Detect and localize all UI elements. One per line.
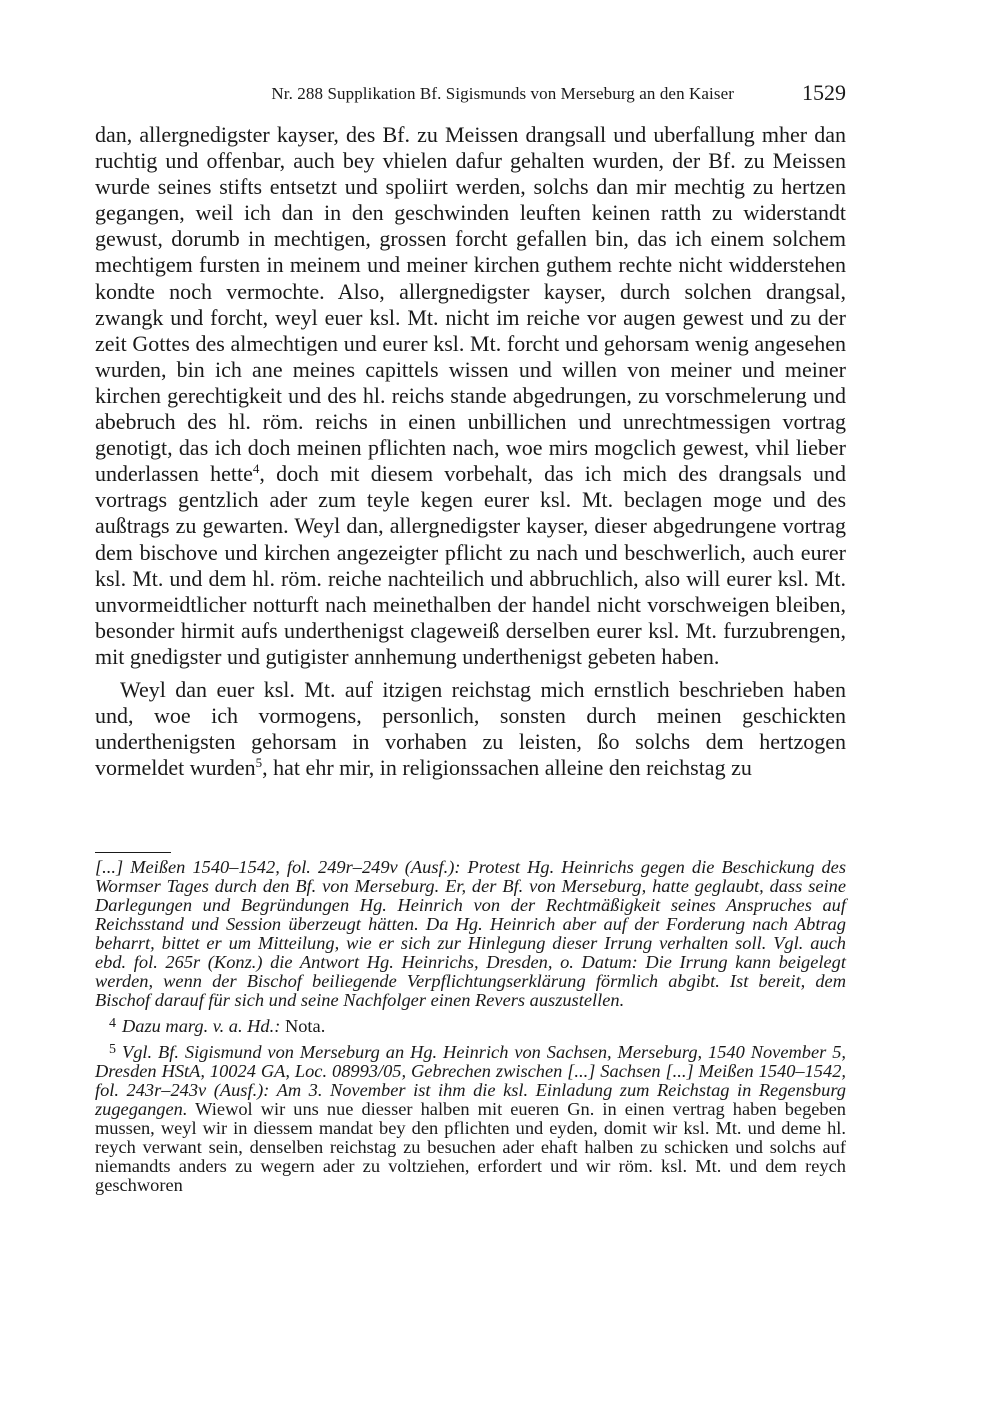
paragraph-1-text: dan, allergnedigster kayser, des Bf. zu Meissen drangsall und uberfallung mher dan ruchtig und offenbar, auch bey vhielen dafur gehalten wurden, der Bf. zu Meissen wurde seines stifts entsetzt und spoliirt werden, solchs dan mir mechtig zu hertzen gegangen, weil ich dan in den geschwinden leuften keinen ratth zu widerstandt gewust, dorumb in mechtigen, grossen forcht gefallen bin, das ich einem solchem mechtigem fursten in meinem und meiner kirchen guthem rechte nicht widderstehen kondte noch vermochte. Also, allergnedigster kayser, durch solchen drangsal, zwangk und forcht, weyl euer ksl. Mt. nicht im reiche vor augen gewest und zu der zeit Gottes des almechtigen und eurer ksl. Mt. forcht und gehorsam wenig angesehen wurden, bin ich ane meines capittels wissen und willen von meiner und meiner kirchen gerechtigkeit und des hl. reichs stande abgedrungen, zu vorschmelerung und abebruch des hl. röm. reichs in einen unbillichen und unrechtmessigen vortrag genotigt, das ich doch meinen pflichten nach, woe mirs mogclich gewest, vhil lieber underlassen hette xyxy=(95,122,846,487)
running-title: Nr. 288 Supplikation Bf. Sigismunds von Merseburg an den Kaiser xyxy=(271,84,734,103)
footnote-4-mark: 4 xyxy=(109,1016,116,1031)
footnote-5 xyxy=(95,1043,846,1195)
page-number: 1529 xyxy=(802,80,846,105)
paragraph-2-text: Weyl dan euer ksl. Mt. auf itzigen reichstag mich ernstlich beschrieben haben und, woe ich vormogens, personlich, sonsten durch meinen geschickten underthenigsten gehorsam in vorhaben zu leisten, ßo solchs dem hertzogen vormeldet wurden xyxy=(95,676,846,781)
footnote-4-italic: Dazu marg. v. a. Hd.: xyxy=(122,1016,281,1036)
paragraph-2-text-end: , hat ehr mir, in religionssachen alleine den reichstag zu xyxy=(262,755,752,781)
main-text xyxy=(95,122,846,781)
paragraph-1 xyxy=(95,122,846,670)
footnote-5-text: Wiewol wir uns nue diesser halben mit eueren Gn. in einen vertrag haben begeben mussen, weyl wir in diessem mandat bey den pflichten und eyden, domit wir ksl. Mt. und deme hl. reych verwant sein, denselben reichstag zu besuchen ader ehaft halben zu schicken und solchs auf niemandts anders zu wegern ader zu voltziehen, erfordert und wir röm. ksl. Mt. und dem reych geschworen xyxy=(95,1099,846,1195)
footnotes xyxy=(95,858,846,1195)
running-head xyxy=(95,80,846,110)
footnote-5-italic: Vgl. Bf. Sigismund von Merseburg an Hg. Heinrich von Sachsen, Merseburg, 1540 November 5, Dresden HStA, 10024 GA, Loc. 08993/05, Gebrechen zwischen [...] Sachsen [...] Meißen 1540–1542, fol. 243r–243v (Ausf.): Am 3. November ist ihm die ksl. Einladung zum Reichstag in Regensburg zugegangen. xyxy=(95,1042,846,1119)
paragraph-2 xyxy=(95,677,846,781)
footnote-ref-4[interactable]: 4 xyxy=(252,461,260,477)
footnote-divider xyxy=(95,852,171,853)
paragraph-1-text-end: , doch mit diesem vorbehalt, das ich mich des drangsals und vortrags gentzlich ader zum teyle kegen eurer ksl. Mt. beclagen moge und des außtrags zu gewarten. Weyl dan, allergnedigster kayser, dieser abgedrungene vortrag dem bischove und kirchen angezeigter pflicht zu nach und beschwerlich, auch eurer ksl. Mt. und dem hl. röm. reiche nachteilich und abbruchlich, also will eurer ksl. Mt. unvormeidtlicher notturft nach meinethalben der handel nicht vorschweigen bleiben, besonder hirmit aufs underthenigst clageweiß derselben eurer ksl. Mt. furzubrengen, mit gnedigster und gutigister annhemung underthenigst gebeten haben. xyxy=(95,461,847,669)
footnote-3-continued: [...] Meißen 1540–1542, fol. 249r–249v (Ausf.): Protest Hg. Heinrichs gegen die Beschickung des Wormser Tages durch den Bf. von Merseburg. Er, der Bf. von Merseburg, hatte geglaubt, dass seine Darlegungen und Begründungen Hg. Heinrich von der Rechtmäßigkeit seines Anspruches auf Reichsstand und Session überzeugt hätten. Da Hg. Heinrich aber auf der Forderung nach Abtrag beharrt, bittet er um Mitteilung, wie er sich zur Hinlegung dieser Irrung verhalten soll. Vgl. auch ebd. fol. 265r (Konz.) die Antwort Hg. Heinrichs, Dresden, o. Datum: Die Irrung kann beigelegt werden, wenn der Bischof beiliegende Verpflichtungserklärung förmlich abgibt. Ist bereit, dem Bischof darauf für sich und seine Nachfolger einen Revers auszustellen. xyxy=(95,857,846,1010)
footnote-ref-5[interactable]: 5 xyxy=(255,755,263,771)
footnote-4 xyxy=(95,1017,846,1036)
footnote-4-text: Nota. xyxy=(280,1016,326,1036)
footnote-5-mark: 5 xyxy=(109,1042,116,1057)
